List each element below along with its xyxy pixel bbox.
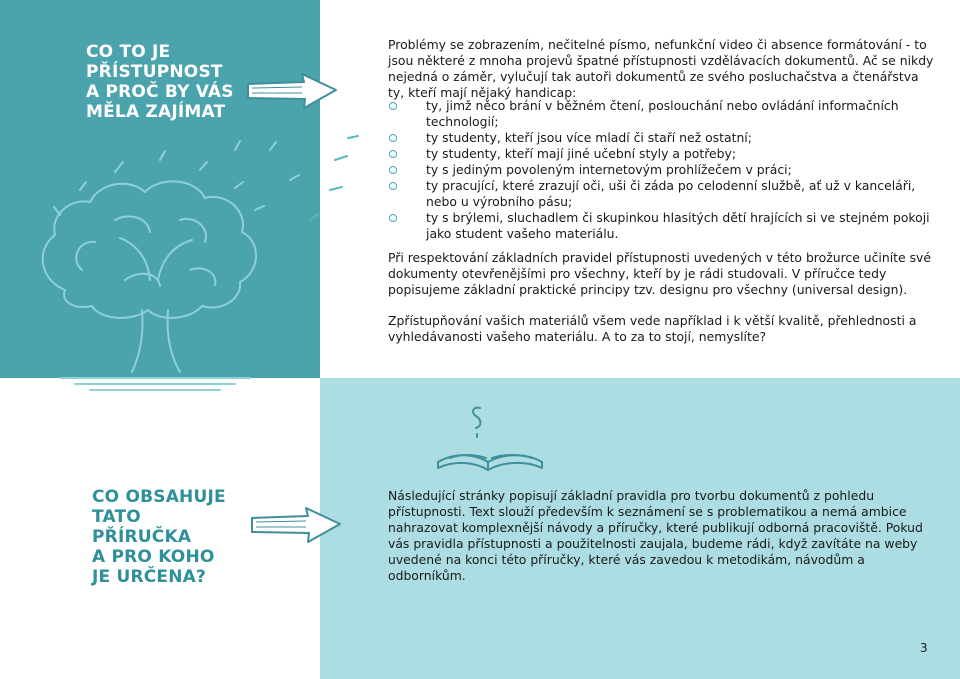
list-item-text: ty studenty, kteří jsou více mladí či staří než ostatní; xyxy=(426,130,752,145)
handbook-description-paragraph: Následující stránky popisují základní pravidla pro tvorbu dokumentů z pohledu přístupnosti. Text slouží především k seznámení se s problematikou a nemá ambice nahrazovat komplexnější návody a příručky, které publikují odborná pracoviště. Pokud vás pravidla přístupnosti a použitelnosti zaujala, budeme rádi, když zavítáte na weby uvedené na konci této příručky, které vás zavedou k metodikám, návodům a odborníkům. xyxy=(388,488,923,583)
list-item-text: ty studenty, kteří mají jiné učební styly a potřeby; xyxy=(426,146,737,161)
heading-line: CO OBSAHUJE xyxy=(92,487,226,507)
book-illustration xyxy=(430,400,550,480)
bird-icon xyxy=(300,120,380,250)
bullet-icon xyxy=(389,102,397,110)
list-item-text: ty, jimž něco brání v běžném čtení, poslouchání nebo ovládání informačních technologií; xyxy=(426,98,899,129)
heading-line: CO TO JE xyxy=(86,42,171,62)
bullet-icon xyxy=(389,134,397,142)
universal-design-paragraph: Při respektování základních pravidel přístupnosti uvedených v této brožurce učiníte své dokumenty otevřenějšími pro všechny, kteří by je rádi studovali. V příručce tedy popisujeme základní praktické principy tzv. designu pro všechny (universal design). xyxy=(388,250,931,297)
bullet-icon xyxy=(389,150,397,158)
section-2-heading xyxy=(92,487,242,587)
section-1-heading xyxy=(86,42,236,122)
question-mark-icon xyxy=(473,408,480,428)
heading-line: PŘÍSTUPNOST xyxy=(86,62,223,82)
bullet-icon xyxy=(389,182,397,190)
bullet-icon xyxy=(389,214,397,222)
list-item xyxy=(388,98,938,130)
bullet-icon xyxy=(389,166,397,174)
tree-illustration xyxy=(20,120,320,400)
list-item xyxy=(388,162,938,178)
handicap-list xyxy=(388,98,938,242)
arrow-icon xyxy=(244,70,340,112)
list-item xyxy=(388,178,938,210)
list-item xyxy=(388,130,938,146)
heading-line: A PRO KOHO xyxy=(92,547,215,567)
benefits-paragraph: Zpřístupňování vašich materiálů všem vede například i k větší kvalitě, přehlednosti a vyhledávanosti vašeho materiálu. A to za to stojí, nemyslíte? xyxy=(388,313,917,344)
heading-line: MĚLA ZAJÍMAT xyxy=(86,102,226,122)
list-item-text: ty pracující, které zrazují oči, uši či záda po celodenní službě, ať už v kanceláři, nebo u výrobního pásu; xyxy=(426,178,916,209)
list-item xyxy=(388,210,938,242)
list-item xyxy=(388,146,938,162)
arrow-icon xyxy=(248,504,344,546)
heading-line: TATO PŘÍRUČKA xyxy=(92,507,192,547)
intro-paragraph: Problémy se zobrazením, nečitelné písmo, nefunkční video či absence formátování - to jsou některé z mnoha projevů špatné přístupnosti vzdělávacích dokumentů. Ač se nikdy nejedná o záměr, vylučují tak autoři dokumentů ze svého posluchačstva a čtenářstva ty, kteří mají nějaký handicap: xyxy=(388,37,934,100)
page-number: 3 xyxy=(920,641,928,655)
heading-line: JE URČENA? xyxy=(92,567,207,587)
list-item-text: ty s brýlemi, sluchadlem či skupinkou hlasitých dětí hrajících si ve stejném pokoji jako student vašeho materiálu. xyxy=(426,210,930,241)
heading-line: A PROČ BY VÁS xyxy=(86,82,234,102)
list-item-text: ty s jediným povoleným internetovým prohlížečem v práci; xyxy=(426,162,792,177)
